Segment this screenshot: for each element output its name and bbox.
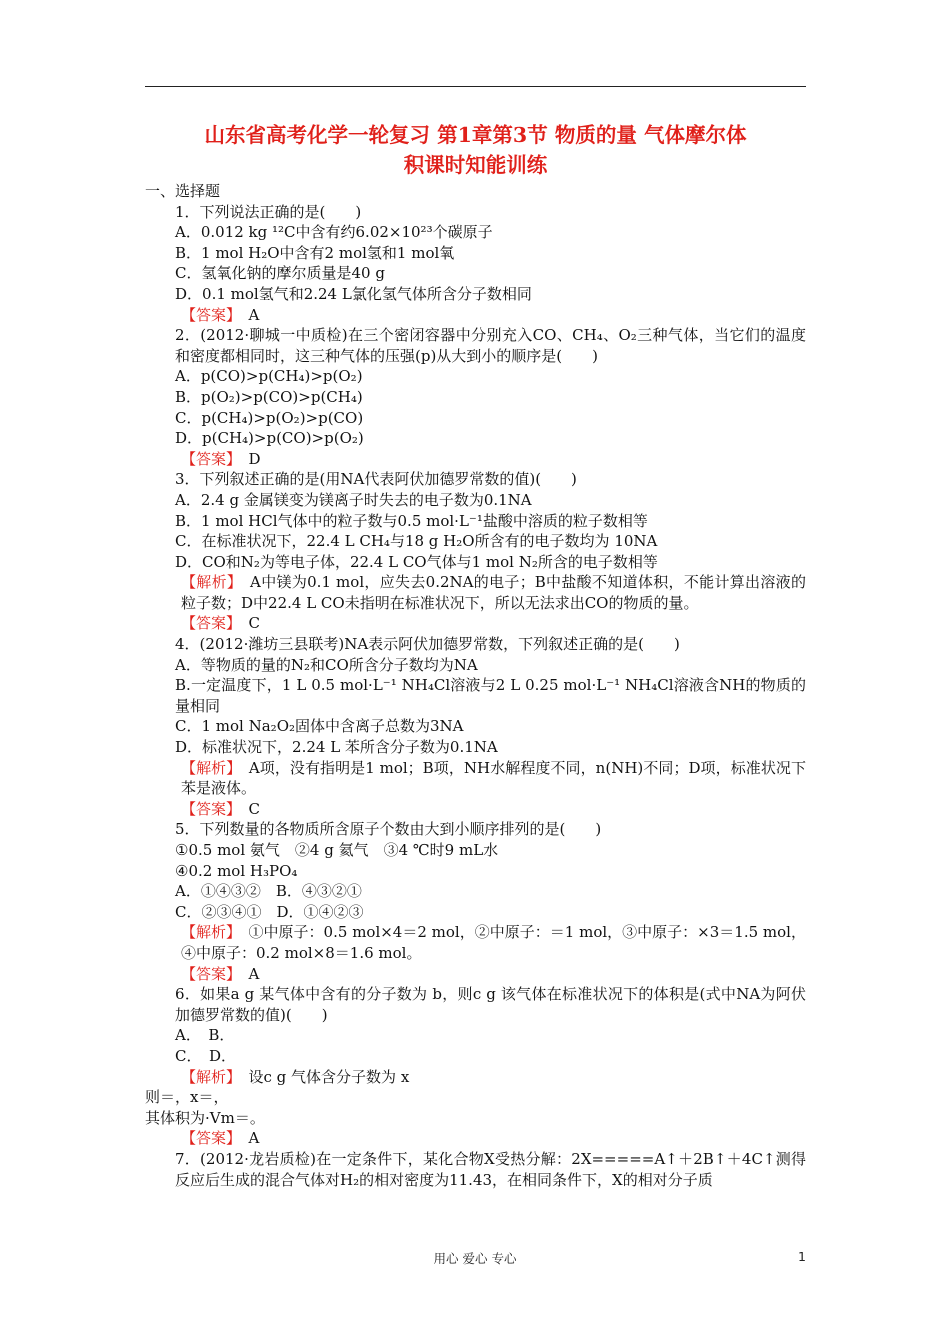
line-text: B．1 mol H₂O中含有2 mol氢和1 mol氧 [175, 243, 455, 262]
text-line [145, 531, 806, 552]
line-text: 则＝，x＝， [145, 1088, 229, 1107]
text-line [145, 799, 806, 820]
line-text: C [233, 799, 260, 818]
line-text: C．1 mol Na₂O₂固体中含离子总数为3NA [175, 717, 464, 736]
line-text: 5．下列数量的各物质所含原子个数由大到小顺序排列的是( ) [175, 820, 602, 839]
text-line [145, 716, 806, 737]
answer-label: 【答案】 [181, 305, 234, 324]
line-text: C [233, 614, 260, 633]
text-line [145, 737, 806, 758]
text-line [145, 552, 806, 573]
question-lines [145, 202, 806, 1191]
text-line [145, 1025, 806, 1046]
line-text: C．在标准状况下，22.4 L CH₄与18 g H₂O所含有的电子数均为 10NA [175, 532, 658, 551]
text-line [145, 408, 806, 429]
line-text: 设c g 气体含分子数为 x [233, 1067, 410, 1086]
text-line [145, 263, 806, 284]
text-line [145, 284, 806, 305]
answer-label: 【解析】 [181, 758, 234, 777]
line-text: A [233, 305, 260, 324]
line-text: A． B． [175, 1026, 235, 1045]
text-line [145, 1087, 806, 1108]
line-text: 4．(2012·潍坊三县联考)NA表示阿伏加德罗常数，下列叙述正确的是( ) [175, 635, 680, 654]
answer-label: 【解析】 [181, 573, 235, 592]
line-text: 其体积为·Vm＝。 [145, 1108, 265, 1127]
text-line [145, 511, 806, 532]
text-line [145, 922, 806, 963]
line-text: C．p(CH₄)>p(O₂)>p(CO) [175, 408, 364, 427]
line-text: ④0.2 mol H₃PO₄ [175, 861, 298, 880]
title-line-1: 山东省高考化学一轮复习 第1章第3节 物质的量 气体摩尔体 [204, 123, 747, 147]
answer-label: 【解析】 [181, 923, 234, 942]
text-line [145, 1149, 806, 1190]
document-title [145, 120, 806, 180]
line-text: D [233, 449, 261, 468]
text-line [145, 572, 806, 613]
line-text: 1．下列说法正确的是( ) [175, 202, 362, 221]
line-text: 3．下列叙述正确的是(用NA代表阿伏加德罗常数的值)( ) [175, 470, 577, 489]
text-line [145, 490, 806, 511]
document-body [145, 181, 806, 1190]
text-line [145, 655, 806, 676]
text-line [145, 881, 806, 902]
section-heading: 一、选择题 [145, 182, 221, 200]
text-line [145, 449, 806, 470]
line-text: D．p(CH₄)>p(CO)>p(O₂) [175, 429, 364, 448]
text-line [145, 243, 806, 264]
text-line [145, 675, 806, 716]
answer-label: 【答案】 [181, 449, 234, 468]
line-text: D．标准状况下，2.24 L 苯所含分子数为0.1NA [175, 738, 498, 757]
answer-label: 【答案】 [181, 799, 234, 818]
line-text: A [233, 1129, 260, 1148]
text-line [145, 428, 806, 449]
line-text: A中镁为0.1 mol，应失去0.2NA的电子；B中盐酸不知道体积，不能计算出溶液的粒子数；D中22.4 L CO未指明在标准状况下，所以无法求出CO的物质的量。 [181, 573, 806, 612]
text-line [145, 964, 806, 985]
line-text: ①中原子：0.5 mol×4＝2 mol，②中原子：＝1 mol，③中原子：×3＝1.5 mol，④中原子：0.2 mol×8＝1.6 mol。 [181, 923, 806, 962]
text-line [145, 305, 806, 326]
answer-label: 【解析】 [181, 1067, 234, 1086]
line-text: C．氢氧化钠的摩尔质量是40 g [175, 264, 385, 283]
text-line [145, 202, 806, 223]
text-line [145, 758, 806, 799]
text-line [145, 222, 806, 243]
line-text: A．p(CO)>p(CH₄)>p(O₂) [175, 367, 363, 386]
line-text: A．2.4 g 金属镁变为镁离子时失去的电子数为0.1NA [175, 490, 532, 509]
text-line [145, 469, 806, 490]
header-rule [145, 86, 806, 87]
text-line [145, 1067, 806, 1088]
line-text: ①0.5 mol 氨气 ②4 g 氦气 ③4 ℃时9 mL水 [175, 841, 499, 859]
text-line [145, 902, 806, 923]
title-line-2: 积课时知能训练 [403, 153, 548, 177]
line-text: A．①④③② B．④③②① [175, 882, 362, 901]
line-text: 7．(2012·龙岩质检)在一定条件下，某化合物X受热分解：2X=====A↑＋2B↑＋4C↑测得反应后生成的混合气体对H₂的相对密度为11.43，在相同条件下，X的相对分子质 [175, 1149, 806, 1189]
line-text: A [233, 964, 260, 983]
line-text: C．②③④① D．①④②③ [175, 902, 364, 921]
text-line [145, 325, 806, 366]
text-line [145, 613, 806, 634]
answer-label: 【答案】 [181, 1129, 234, 1148]
line-text: 2．(2012·聊城一中质检)在三个密闭容器中分别充入CO、CH₄、O₂三种气体，当它们的温度和密度都相同时，这三种气体的压强(p)从大到小的顺序是( ) [175, 326, 806, 365]
text-line [145, 1046, 806, 1067]
text-line [145, 1128, 806, 1149]
line-text: D．CO和N₂为等电子体，22.4 L CO气体与1 mol N₂所含的电子数相等 [175, 552, 658, 571]
line-text: B．1 mol HCl气体中的粒子数与0.5 mol·L⁻¹盐酸中溶质的粒子数相等 [175, 511, 648, 530]
line-text: A．0.012 kg ¹²C中含有约6.02×10²³个碳原子 [175, 223, 493, 242]
text-line [145, 366, 806, 387]
text-line [145, 840, 806, 861]
line-text: A项，没有指明是1 mol；B项，NH水解程度不同，n(NH)不同；D项，标准状况下苯是液体。 [181, 758, 806, 798]
text-line [145, 819, 806, 840]
line-text: B．p(O₂)>p(CO)>p(CH₄) [175, 387, 363, 406]
line-text: B.一定温度下，1 L 0.5 mol·L⁻¹ NH₄Cl溶液与2 L 0.25 mol·L⁻¹ NH₄Cl溶液含NH的物质的量相同 [175, 676, 806, 715]
line-text: C． D． [175, 1046, 237, 1065]
footer-motto: 用心 爱心 专心 [433, 1251, 517, 1266]
text-line [145, 1108, 806, 1129]
text-line [145, 387, 806, 408]
line-text: D．0.1 mol氢气和2.24 L氯化氢气体所含分子数相同 [175, 284, 532, 303]
page-number: 1 [798, 1249, 806, 1264]
answer-label: 【答案】 [181, 614, 234, 633]
answer-label: 【答案】 [181, 964, 234, 983]
text-line [145, 634, 806, 655]
line-text: A．等物质的量的N₂和CO所含分子数均为NA [175, 655, 478, 674]
text-line [145, 861, 806, 882]
line-text: 6．如果a g 某气体中含有的分子数为 b，则c g 该气体在标准状况下的体积是(式中NA为阿伏加德罗常数的值)( ) [175, 985, 806, 1024]
text-line [145, 984, 806, 1025]
